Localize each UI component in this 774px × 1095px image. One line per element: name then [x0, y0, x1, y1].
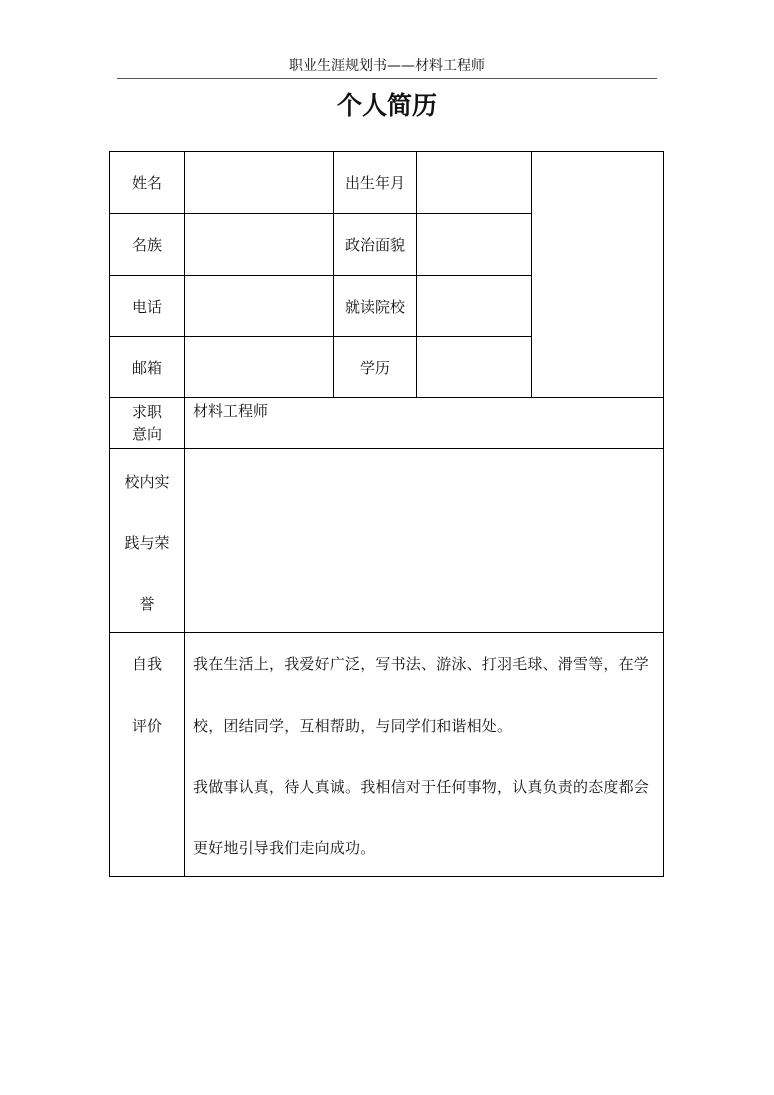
phone-value[interactable]: [184, 275, 334, 337]
political-value[interactable]: [416, 213, 532, 276]
objective-label-line2: 意向: [131, 425, 162, 443]
honors-value[interactable]: [184, 448, 664, 633]
school-value[interactable]: [416, 275, 532, 337]
honors-label-line2: 践与荣: [124, 534, 170, 552]
email-label: 邮箱: [109, 336, 185, 398]
objective-cell[interactable]: [184, 397, 664, 449]
ethnicity-value[interactable]: [184, 213, 334, 276]
birth-value[interactable]: [416, 151, 532, 214]
education-label: 学历: [333, 336, 417, 398]
running-header: 职业生涯规划书——材料工程师: [289, 58, 485, 74]
objective-label: [109, 397, 185, 449]
objective-value: 材料工程师: [193, 402, 269, 420]
eval-paragraph-line: 更好地引导我们走向成功。: [193, 839, 376, 857]
school-label: 就读院校: [333, 275, 417, 337]
education-value[interactable]: [416, 336, 532, 398]
eval-cell[interactable]: [184, 632, 664, 877]
eval-label: [109, 632, 185, 877]
page-title: 个人简历: [336, 91, 437, 120]
honors-label: [109, 448, 185, 633]
eval-paragraph-line: 校，团结同学，互相帮助，与同学们和谐相处。: [193, 717, 513, 735]
political-label: 政治面貌: [333, 213, 417, 276]
honors-label-line3: 誉: [139, 595, 155, 613]
header-divider: [117, 78, 657, 79]
name-value[interactable]: [184, 151, 334, 214]
objective-label-line1: 求职: [131, 403, 162, 421]
honors-label-line1: 校内实: [124, 473, 170, 491]
phone-label: 电话: [109, 275, 185, 337]
eval-paragraph-line: 我在生活上，我爱好广泛，写书法、游泳、打羽毛球、滑雪等，在学: [193, 655, 650, 673]
eval-label-line2: 评价: [131, 717, 162, 735]
name-label: 姓名: [109, 151, 185, 214]
email-value[interactable]: [184, 336, 334, 398]
birth-label: 出生年月: [333, 151, 417, 214]
photo-box[interactable]: [531, 151, 664, 398]
eval-paragraph-line: 我做事认真，待人真诚。我相信对于任何事物，认真负责的态度都会: [193, 778, 650, 796]
eval-label-line1: 自我: [131, 655, 162, 673]
ethnicity-label: 名族: [109, 213, 185, 276]
